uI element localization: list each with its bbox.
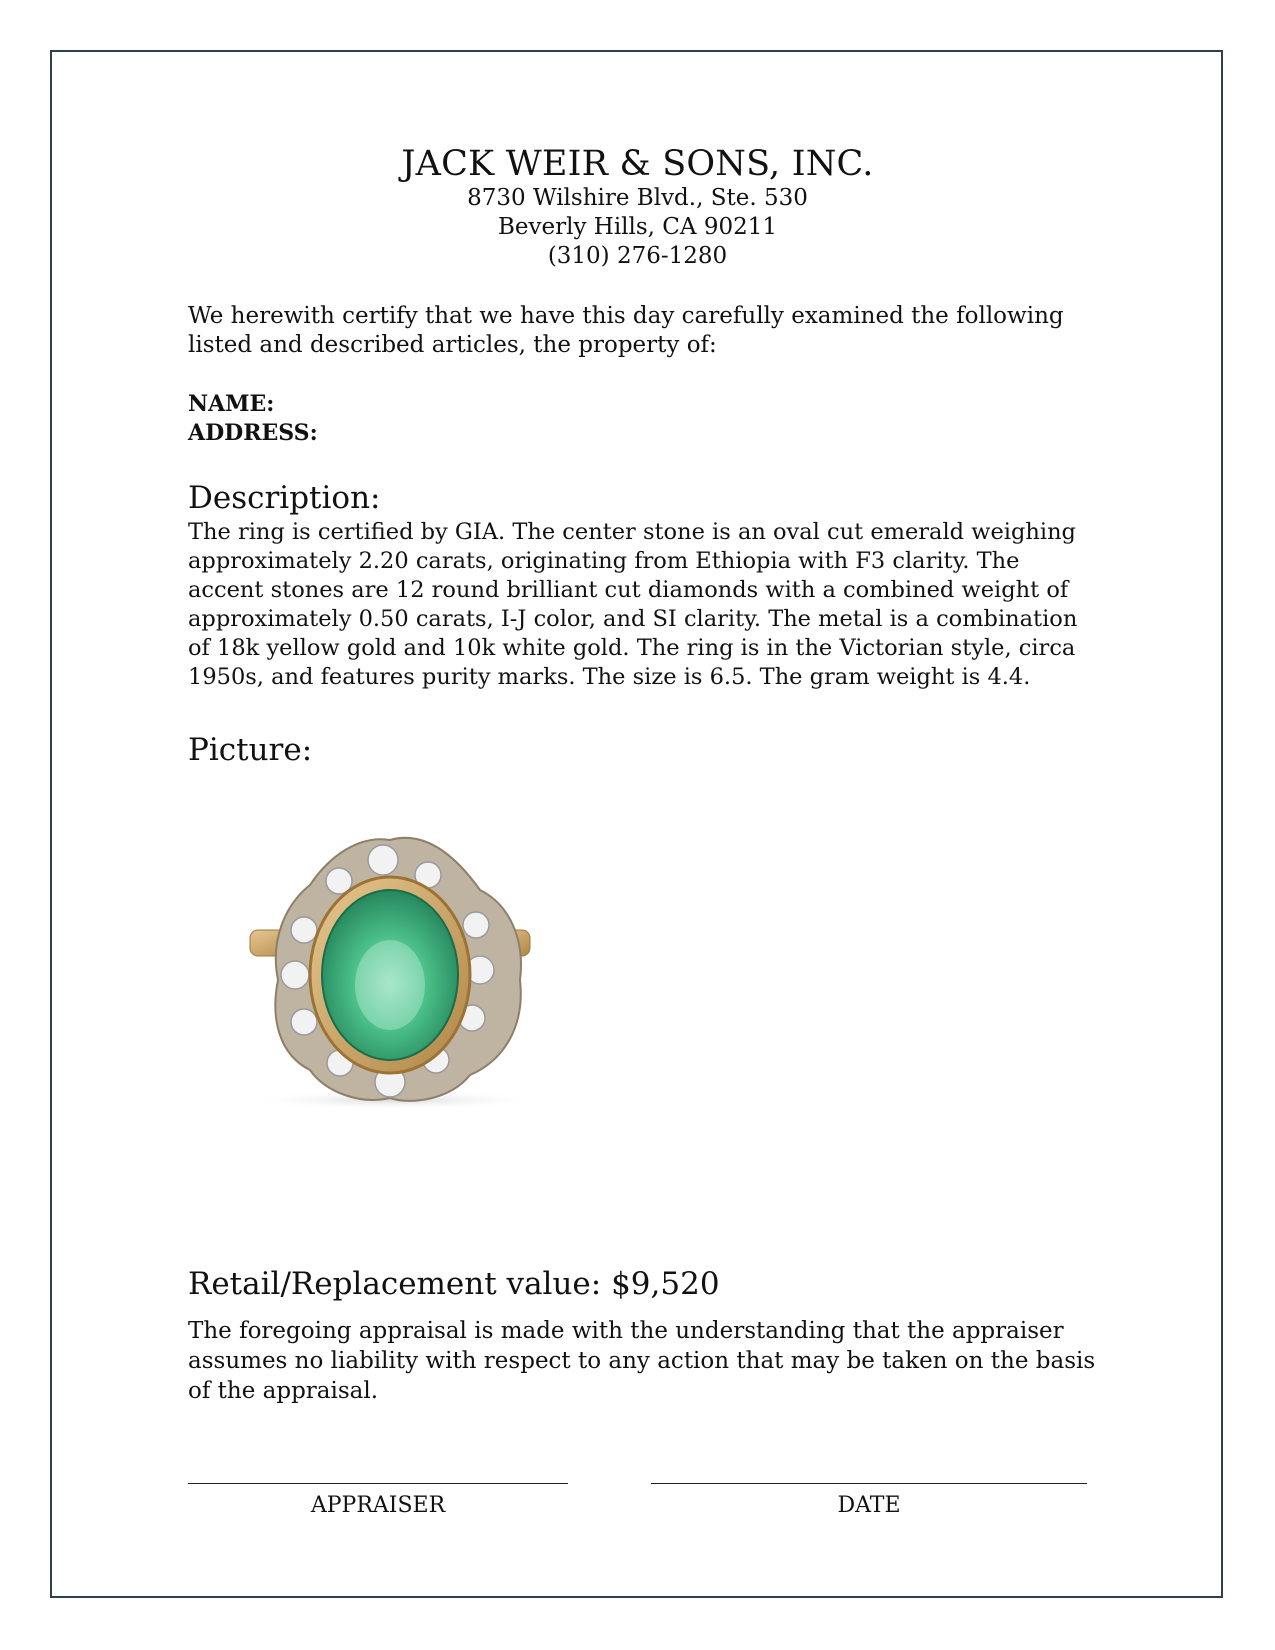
company-phone: (310) 276-1280 <box>547 243 728 269</box>
company-name: JACK WEIR & SONS, INC. <box>401 144 874 184</box>
description-heading: Description: <box>188 480 381 516</box>
picture-heading: Picture: <box>188 732 313 768</box>
replacement-value: Retail/Replacement value: $9,520 <box>188 1266 720 1302</box>
company-address-line2: Beverly Hills, CA 90211 <box>497 214 777 240</box>
owner-name-label: NAME: <box>188 391 275 417</box>
owner-address-label: ADDRESS: <box>188 420 318 446</box>
liability-disclaimer: The foregoing appraisal is made with the understanding that the appraiser assumes no liability with respect to any action that may be taken on the basis of the appraisal. <box>188 1318 1096 1404</box>
description-body: The ring is certified by GIA. The center stone is an oval cut emerald weighing approximately 2.20 carats, originating from Ethiopia with F3 clarity. The accent stones are 12 round brilliant cut diamonds with a combined weight of approximately 0.50 carats, I-J color, and SI clarity. The metal is a combination of 18k yellow gold and 10k white gold. The ring is in the Victorian style, circa 1950s, and features purity marks. The size is 6.5. The gram weight is 4.4. <box>188 519 1078 690</box>
appraiser-signature-line <box>188 1483 568 1484</box>
ring-illustration <box>240 820 590 1150</box>
emerald-ring-photo <box>240 820 590 1150</box>
date-signature-line <box>651 1483 1087 1484</box>
certification-intro: We herewith certify that we have this day carefully examined the following listed and described articles, the property of: <box>188 303 1064 358</box>
company-address-line1: 8730 Wilshire Blvd., Ste. 530 <box>467 185 808 211</box>
appraiser-label: APPRAISER <box>310 1493 446 1518</box>
date-label: DATE <box>837 1493 901 1518</box>
